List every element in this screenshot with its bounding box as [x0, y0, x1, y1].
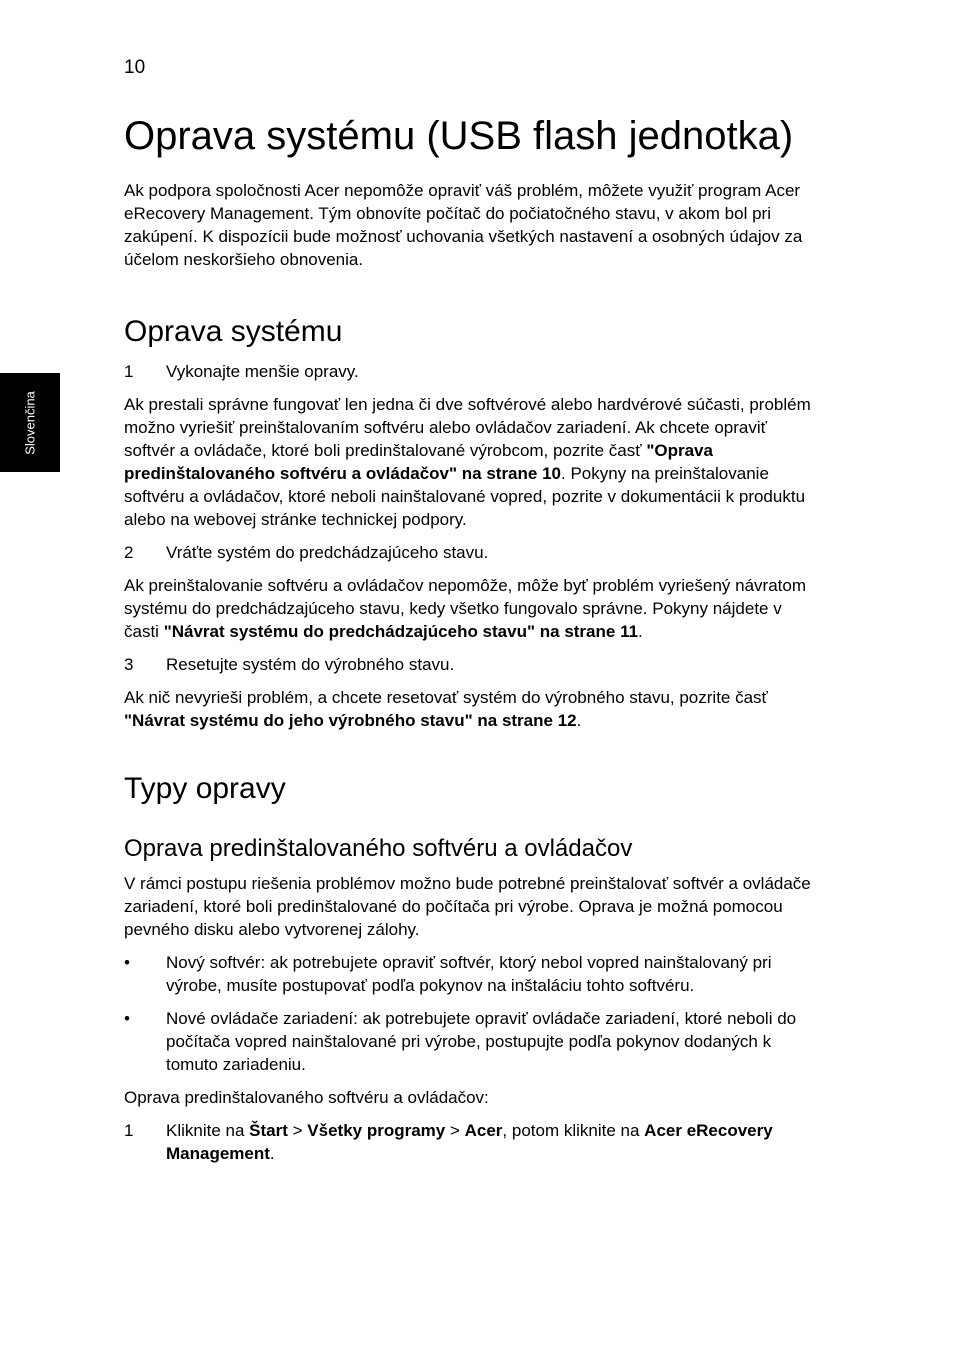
step-2-paragraph	[124, 574, 814, 643]
procedure-lead: Oprava predinštalovaného softvéru a ovládačov:	[124, 1088, 489, 1107]
step-text: Kliknite na Štart > Všetky programy > Acer, potom kliknite na Acer eRecovery Management.	[166, 1121, 773, 1163]
ui-term-start: Štart	[249, 1121, 288, 1140]
intro-paragraph: Ak podpora spoločnosti Acer nepomôže opraviť váš problém, môžete využiť program Acer eRecovery Management. Tým obnovíte počítač do počiatočného stavu, v akom bol pri zakúpení. K dispozícii bude možnosť uchovania všetkých nastavení a osobných údajov za účelom neskoršieho obnovenia.	[124, 181, 803, 269]
step-1-paragraph	[124, 393, 814, 531]
step-3	[124, 653, 814, 676]
bullet-marker: •	[124, 1009, 130, 1028]
step-3-paragraph	[124, 686, 814, 732]
step-text: Vykonajte menšie opravy.	[166, 362, 359, 381]
paragraph-text: Ak nič nevyrieši problém, a chcete resetovať systém do výrobného stavu, pozrite časť	[124, 688, 768, 707]
cross-reference: "Návrat systému do jeho výrobného stavu" na strane 12	[124, 711, 577, 730]
subsection-heading: Oprava predinštalovaného softvéru a ovládačov	[124, 835, 633, 862]
paragraph-text: .	[576, 711, 582, 730]
step-number: 1	[124, 362, 134, 381]
section-heading-typy-opravy: Typy opravy	[124, 772, 286, 805]
bullet-text: Nový softvér: ak potrebujete opraviť softvér, ktorý nebol vopred nainštalovaný pri výrobe, musíte postupovať podľa pokynov na inštaláciu tohto softvéru.	[166, 953, 772, 995]
section-heading-oprava-systemu: Oprava systému	[124, 315, 343, 348]
ui-term-acer: Acer	[464, 1121, 503, 1140]
bullet-text: Nové ovládače zariadení: ak potrebujete opraviť ovládače zariadení, ktoré neboli do počítača vopred nainštalované pri výrobe, postupujte podľa pokynov dodaných k tomuto zariadeniu.	[166, 1009, 797, 1074]
bullet-item	[124, 951, 814, 997]
step-number: 2	[124, 543, 134, 562]
language-tab-label: Slovenčina	[22, 391, 38, 455]
page-content	[124, 113, 814, 1175]
ui-term-all-programs: Všetky programy	[307, 1121, 446, 1140]
paragraph-text: . Pokyny na preinštalovanie softvéru a ovládačov, ktoré neboli nainštalované vopred, pozrite v dokumentácii k produktu alebo na webovej stránke technickej podpory.	[124, 464, 806, 529]
step-2	[124, 541, 814, 564]
language-side-tab	[0, 373, 60, 472]
cross-reference: "Oprava predinštalovaného softvéru a ovládačov" na strane 10	[124, 441, 713, 483]
step-number: 1	[124, 1121, 134, 1140]
bullet-marker: •	[124, 953, 130, 972]
paragraph-text: Ak prestali správne fungovať len jedna či dve softvérové alebo hardvérové súčasti, problém možno vyriešiť preinštalovaním softvéru alebo ovládačov zariadení. Ak chcete opraviť softvér a ovládače, ktoré boli predinštalované výrobcom, pozrite časť	[124, 395, 811, 460]
page-number: 10	[124, 57, 146, 78]
step-text: Resetujte systém do výrobného stavu.	[166, 655, 455, 674]
subsection-paragraph: V rámci postupu riešenia problémov možno bude potrebné preinštalovať softvér a ovládače zariadení, ktoré boli predinštalované do počítača pri výrobe. Oprava je možná pomocou pevného disku alebo vytvorenej zálohy.	[124, 874, 811, 939]
ui-term-erecovery: Acer eRecovery Management	[166, 1121, 773, 1163]
paragraph-text: .	[638, 622, 643, 641]
step-1	[124, 360, 814, 383]
bullet-item	[124, 1007, 814, 1076]
procedure-step-1	[124, 1119, 814, 1165]
step-text: Vráťte systém do predchádzajúceho stavu.	[166, 543, 489, 562]
page-title: Oprava systému (USB flash jednotka)	[124, 114, 794, 158]
paragraph-text: Ak preinštalovanie softvéru a ovládačov nepomôže, môže byť problém vyriešený návratom systému do predchádzajúceho stavu, kedy všetko fungovalo správne. Pokyny nájdete v časti	[124, 576, 806, 641]
cross-reference: "Návrat systému do predchádzajúceho stavu" na strane 11	[163, 622, 639, 641]
step-number: 3	[124, 655, 134, 674]
